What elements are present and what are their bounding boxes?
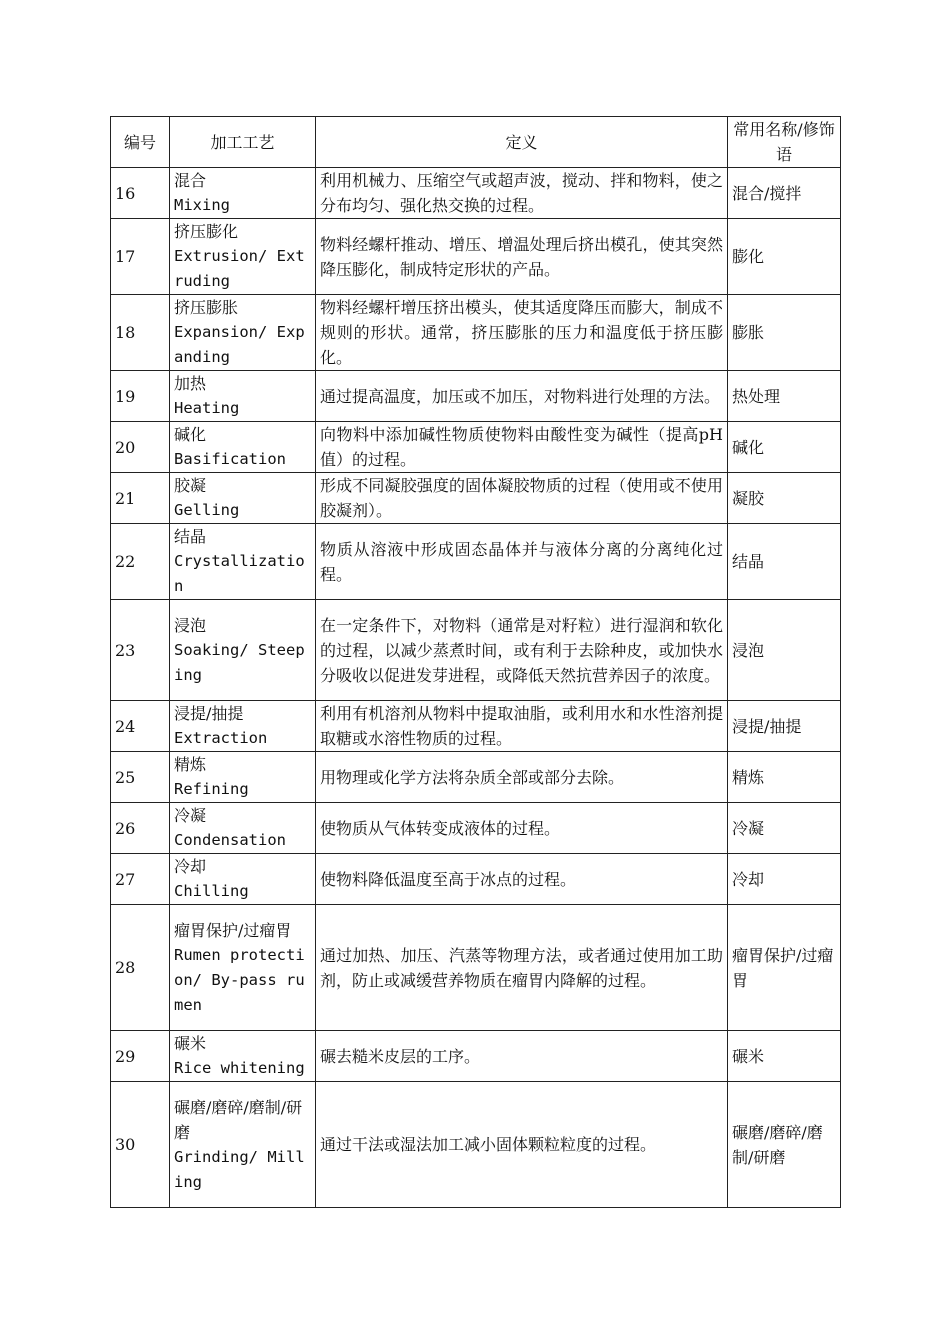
process-cell — [170, 371, 316, 422]
process-name-zh: 挤压膨化 — [174, 222, 239, 241]
common-name-cell: 碾米 — [728, 1031, 841, 1082]
row-number: 27 — [111, 854, 170, 905]
table-row — [111, 422, 841, 473]
header-process: 加工工艺 — [170, 117, 316, 168]
process-cell — [170, 600, 316, 701]
table-row — [111, 600, 841, 701]
process-cell — [170, 1082, 316, 1208]
common-name-cell: 精炼 — [728, 752, 841, 803]
common-name-cell: 浸提/抽提 — [728, 701, 841, 752]
process-name-en: Gelling — [174, 501, 240, 519]
definition-cell: 通过提高温度，加压或不加压，对物料进行处理的方法。 — [316, 371, 728, 422]
common-name-cell: 瘤胃保护/过瘤胃 — [728, 905, 841, 1031]
table-row — [111, 168, 841, 219]
process-name-zh: 冷却 — [174, 857, 207, 876]
definition-cell: 使物料降低温度至高于冰点的过程。 — [316, 854, 728, 905]
process-name-zh: 加热 — [174, 374, 207, 393]
process-name-en: Extrusion/ Extruding — [174, 247, 305, 290]
row-number: 26 — [111, 803, 170, 854]
process-name-zh: 胶凝 — [174, 476, 207, 495]
table-row — [111, 473, 841, 524]
common-name-cell: 冷凝 — [728, 803, 841, 854]
common-name-cell: 冷却 — [728, 854, 841, 905]
process-name-zh: 浸提/抽提 — [174, 704, 244, 723]
row-number: 18 — [111, 295, 170, 371]
common-name-cell: 凝胶 — [728, 473, 841, 524]
process-cell — [170, 168, 316, 219]
process-cell — [170, 473, 316, 524]
definition-cell: 利用机械力、压缩空气或超声波，搅动、拌和物料，使之分布均匀、强化热交换的过程。 — [316, 168, 728, 219]
process-name-en: Rumen protection/ By-pass rumen — [174, 945, 305, 1014]
process-cell — [170, 803, 316, 854]
row-number: 28 — [111, 905, 170, 1031]
header-definition: 定义 — [316, 117, 728, 168]
definition-cell: 物料经螺杆增压挤出模头，使其适度降压而膨大，制成不规则的形状。通常，挤压膨胀的压力和温度低于挤压膨化。 — [316, 295, 728, 371]
row-number: 19 — [111, 371, 170, 422]
row-number: 22 — [111, 524, 170, 600]
table-row — [111, 752, 841, 803]
row-number: 20 — [111, 422, 170, 473]
process-name-zh: 碱化 — [174, 425, 207, 444]
definition-cell: 在一定条件下，对物料（通常是对籽粒）进行湿润和软化的过程，以减少蒸煮时间，或有利于去除种皮，或加快水分吸收以促进发芽进程，或降低天然抗营养因子的浓度。 — [316, 600, 728, 701]
process-name-en: Heating — [174, 399, 240, 417]
process-name-en: Condensation — [174, 831, 286, 849]
common-name-cell: 浸泡 — [728, 600, 841, 701]
common-name-cell: 热处理 — [728, 371, 841, 422]
table-row — [111, 905, 841, 1031]
process-name-zh: 挤压膨胀 — [174, 298, 239, 317]
definition-cell: 碾去糙米皮层的工序。 — [316, 1031, 728, 1082]
process-cell — [170, 1031, 316, 1082]
table-row — [111, 854, 841, 905]
row-number: 17 — [111, 219, 170, 295]
process-cell — [170, 219, 316, 295]
process-cell — [170, 524, 316, 600]
common-name-cell: 碱化 — [728, 422, 841, 473]
process-cell — [170, 752, 316, 803]
process-name-en: Grinding/ Milling — [174, 1147, 305, 1191]
common-name-cell: 结晶 — [728, 524, 841, 600]
process-name-zh: 瘤胃保护/过瘤胃 — [174, 920, 292, 940]
row-number: 29 — [111, 1031, 170, 1082]
process-name-zh: 混合 — [174, 171, 207, 190]
header-row — [111, 117, 841, 168]
row-number: 21 — [111, 473, 170, 524]
process-table — [110, 116, 841, 1208]
row-number: 24 — [111, 701, 170, 752]
process-name-en: Chilling — [174, 882, 249, 900]
row-number: 30 — [111, 1082, 170, 1208]
process-name-en: Soaking/ Steeping — [174, 640, 305, 684]
table-body — [111, 168, 841, 1208]
definition-cell: 形成不同凝胶强度的固体凝胶物质的过程（使用或不使用胶凝剂）。 — [316, 473, 728, 524]
definition-cell: 物质从溶液中形成固态晶体并与液体分离的分离纯化过程。 — [316, 524, 728, 600]
table-row — [111, 219, 841, 295]
process-name-en: Crystallization — [174, 552, 305, 595]
process-name-en: Extraction — [174, 729, 268, 747]
table-row — [111, 1031, 841, 1082]
process-name-zh: 碾米 — [174, 1034, 207, 1053]
process-name-en: Refining — [174, 780, 249, 798]
process-cell — [170, 422, 316, 473]
table-row — [111, 371, 841, 422]
process-name-zh: 精炼 — [174, 755, 207, 774]
process-name-zh: 冷凝 — [174, 806, 207, 825]
common-name-cell: 膨化 — [728, 219, 841, 295]
common-name-cell: 碾磨/磨碎/磨制/研磨 — [728, 1082, 841, 1208]
table-row — [111, 1082, 841, 1208]
definition-cell: 物料经螺杆推动、增压、增温处理后挤出模孔，使其突然降压膨化，制成特定形状的产品。 — [316, 219, 728, 295]
process-cell — [170, 905, 316, 1031]
process-cell — [170, 854, 316, 905]
table-row — [111, 295, 841, 371]
process-name-en: Basification — [174, 450, 286, 468]
common-name-cell: 膨胀 — [728, 295, 841, 371]
table-row — [111, 524, 841, 600]
process-name-en: Expansion/ Expanding — [174, 323, 305, 366]
process-name-zh: 碾磨/磨碎/磨制/研磨 — [174, 1097, 303, 1142]
process-cell — [170, 701, 316, 752]
process-name-en: Rice whitening — [174, 1059, 305, 1077]
definition-cell: 通过干法或湿法加工减小固体颗粒粒度的过程。 — [316, 1082, 728, 1208]
definition-cell: 用物理或化学方法将杂质全部或部分去除。 — [316, 752, 728, 803]
process-name-zh: 浸泡 — [174, 615, 207, 635]
table-row — [111, 803, 841, 854]
process-name-en: Mixing — [174, 196, 230, 214]
header-number: 编号 — [111, 117, 170, 168]
header-common-name: 常用名称/修饰语 — [728, 117, 841, 168]
row-number: 23 — [111, 600, 170, 701]
definition-cell: 向物料中添加碱性物质使物料由酸性变为碱性（提高pH值）的过程。 — [316, 422, 728, 473]
table-row — [111, 701, 841, 752]
row-number: 25 — [111, 752, 170, 803]
common-name-cell: 混合/搅拌 — [728, 168, 841, 219]
process-name-zh: 结晶 — [174, 527, 207, 546]
process-cell — [170, 295, 316, 371]
row-number: 16 — [111, 168, 170, 219]
definition-cell: 利用有机溶剂从物料中提取油脂，或利用水和水性溶剂提取糖或水溶性物质的过程。 — [316, 701, 728, 752]
definition-cell: 通过加热、加压、汽蒸等物理方法，或者通过使用加工助剂，防止或减缓营养物质在瘤胃内降解的过程。 — [316, 905, 728, 1031]
definition-cell: 使物质从气体转变成液体的过程。 — [316, 803, 728, 854]
